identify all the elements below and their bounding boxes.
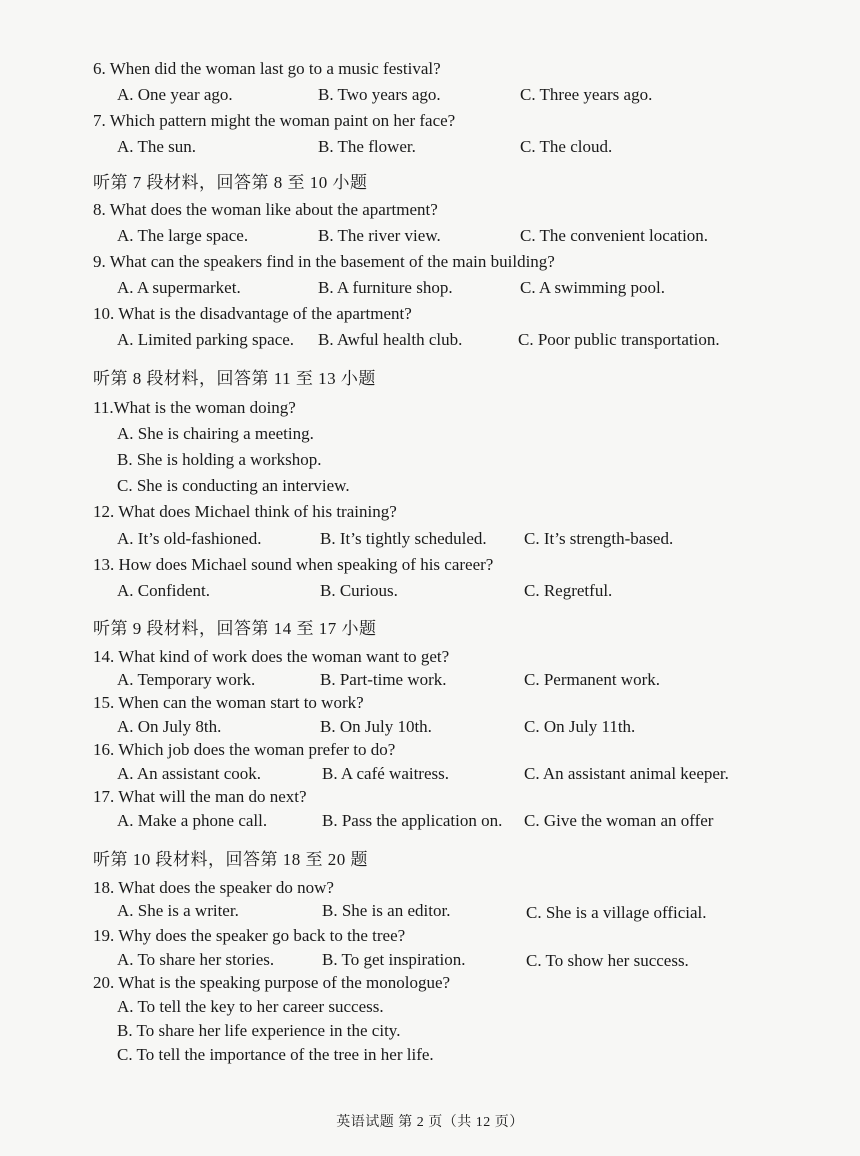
option-c: C. The cloud.	[520, 137, 613, 156]
option-a: A. Temporary work.	[117, 670, 256, 689]
option-b: B. The river view.	[318, 226, 441, 245]
option-a: A. One year ago.	[117, 85, 233, 104]
option-c: C. An assistant animal keeper.	[524, 764, 729, 783]
option-a: A. On July 8th.	[117, 717, 222, 736]
option-a: A. The large space.	[117, 226, 249, 245]
option-b: B. To get inspiration.	[322, 950, 466, 969]
section-header: 听第 10 段材料，回答第 18 至 20 题	[93, 850, 368, 869]
option-b: B. She is holding a workshop.	[117, 450, 322, 469]
question-13: 13. How does Michael sound when speaking of his career?	[93, 555, 494, 574]
option-b: B. To share her life experience in the city.	[117, 1021, 401, 1040]
option-b: B. The flower.	[318, 137, 416, 156]
option-c: C. On July 11th.	[524, 717, 636, 736]
question-20: 20. What is the speaking purpose of the monologue?	[93, 973, 451, 992]
option-a: A. A supermarket.	[117, 278, 241, 297]
option-c: C. She is a village official.	[526, 903, 707, 922]
option-a: A. The sun.	[117, 137, 197, 156]
question-11: 11.What is the woman doing?	[93, 398, 296, 417]
option-a: A. She is a writer.	[117, 901, 239, 920]
option-a: A. To tell the key to her career success.	[117, 997, 384, 1016]
option-b: B. Curious.	[320, 581, 398, 600]
question-6: 6. When did the woman last go to a music festival?	[93, 59, 441, 78]
question-19: 19. Why does the speaker go back to the tree?	[93, 926, 406, 945]
option-c: C. Three years ago.	[520, 85, 653, 104]
option-a: A. An assistant cook.	[117, 764, 262, 783]
question-14: 14. What kind of work does the woman want to get?	[93, 647, 450, 666]
question-9: 9. What can the speakers find in the basement of the main building?	[93, 252, 555, 271]
option-a: A. Confident.	[117, 581, 211, 600]
question-7: 7. Which pattern might the woman paint on her face?	[93, 111, 456, 130]
option-a: A. It’s old-fashioned.	[117, 529, 262, 548]
question-18: 18. What does the speaker do now?	[93, 878, 334, 897]
section-header: 听第 7 段材料，回答第 8 至 10 小题	[93, 173, 368, 192]
question-17: 17. What will the man do next?	[93, 787, 307, 806]
option-a: A. To share her stories.	[117, 950, 275, 969]
option-c: C. Poor public transportation.	[518, 330, 720, 349]
option-c: C. Give the woman an offer	[524, 811, 714, 830]
option-c: C. To tell the importance of the tree in her life.	[117, 1045, 434, 1064]
option-c: C. To show her success.	[526, 951, 689, 970]
option-b: B. Awful health club.	[318, 330, 463, 349]
option-b: B. Two years ago.	[318, 85, 441, 104]
option-c: C. She is conducting an interview.	[117, 476, 350, 495]
option-b: B. A café waitress.	[322, 764, 449, 783]
question-10: 10. What is the disadvantage of the apartment?	[93, 304, 412, 323]
page-footer: 英语试题 第 2 页（共 12 页）	[336, 1115, 524, 1130]
option-a: A. Limited parking space.	[117, 330, 295, 349]
question-12: 12. What does Michael think of his training?	[93, 502, 397, 521]
option-b: B. Pass the application on.	[322, 811, 503, 830]
question-8: 8. What does the woman like about the apartment?	[93, 200, 438, 219]
option-c: C. It’s strength-based.	[524, 529, 674, 548]
option-c: C. Regretful.	[524, 581, 613, 600]
question-16: 16. Which job does the woman prefer to do?	[93, 740, 396, 759]
question-15: 15. When can the woman start to work?	[93, 693, 364, 712]
option-b: B. It’s tightly scheduled.	[320, 529, 487, 548]
option-b: B. On July 10th.	[320, 717, 432, 736]
option-c: C. Permanent work.	[524, 670, 660, 689]
option-c: C. A swimming pool.	[520, 278, 665, 297]
option-c: C. The convenient location.	[520, 226, 709, 245]
option-b: B. A furniture shop.	[318, 278, 453, 297]
option-b: B. Part-time work.	[320, 670, 447, 689]
option-a: A. She is chairing a meeting.	[117, 424, 314, 443]
section-header: 听第 9 段材料，回答第 14 至 17 小题	[93, 619, 377, 638]
option-a: A. Make a phone call.	[117, 811, 268, 830]
section-header: 听第 8 段材料，回答第 11 至 13 小题	[93, 369, 376, 388]
option-b: B. She is an editor.	[322, 901, 451, 920]
